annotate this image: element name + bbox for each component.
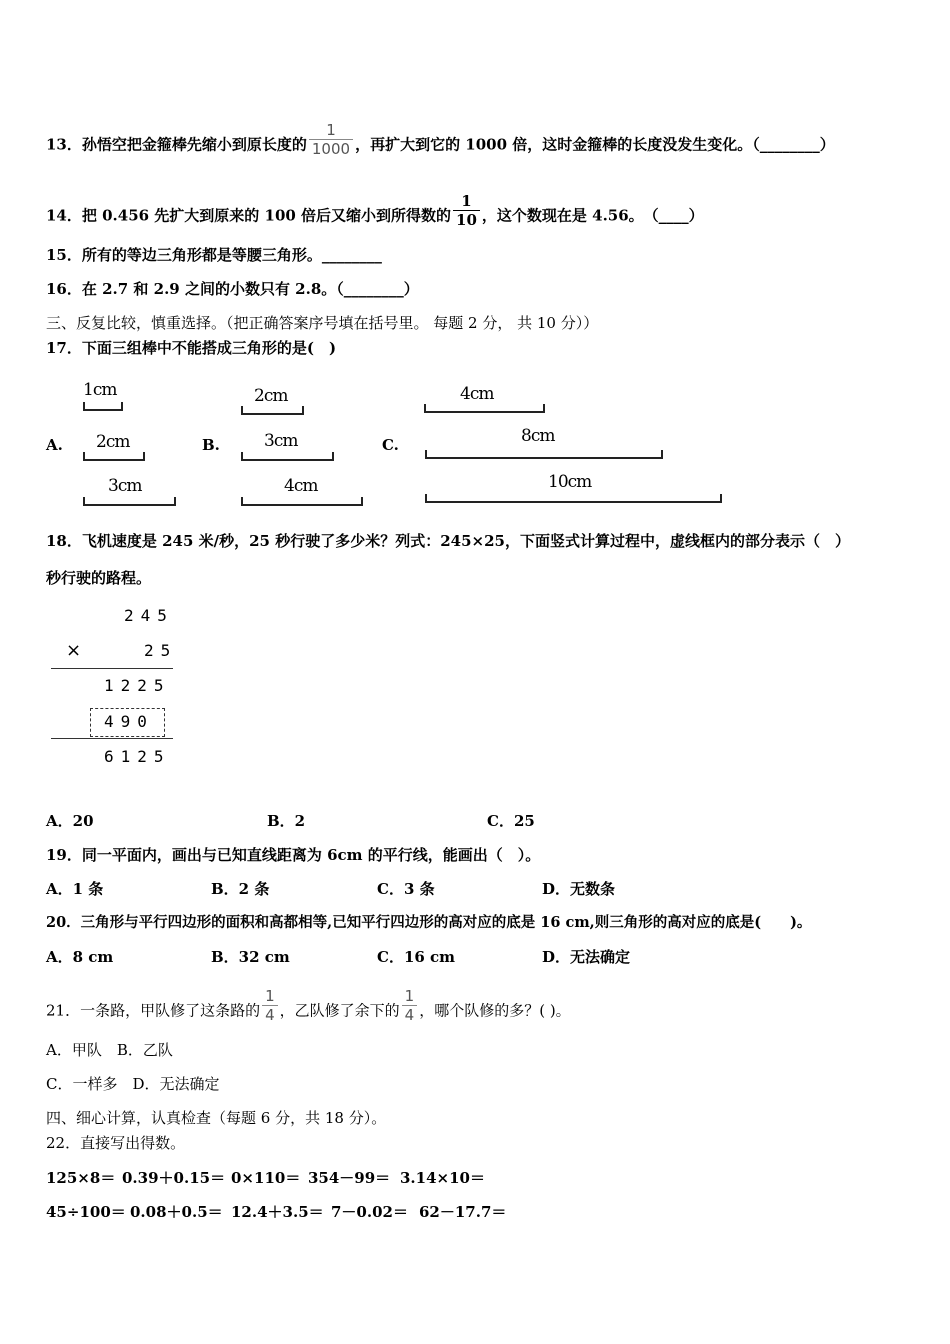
fraction-1-4-a: $\frac{1}{4}$ — [262, 987, 278, 1024]
multiplicand: 245 — [124, 606, 174, 625]
partial-product-2: 490 — [104, 712, 154, 731]
multiplier: 25 — [144, 641, 178, 660]
final-product: 6125 — [104, 747, 171, 766]
q19-option-a[interactable]: A．1 条 — [46, 880, 104, 898]
q18-option-a[interactable]: A．20 — [46, 812, 94, 830]
calc-item: 354－99＝ — [308, 1169, 391, 1187]
stick-b2 — [241, 452, 334, 461]
fraction-1-1000: $\frac{1}{1000}$ — [309, 121, 353, 158]
stick-a3 — [83, 497, 176, 506]
option-b-label: B. — [202, 436, 220, 454]
stick-c3 — [425, 494, 722, 503]
option-a-label: A. — [46, 436, 63, 454]
calc-item: 7－0.02＝ — [331, 1203, 408, 1221]
option-c-label: C. — [382, 436, 399, 454]
question-18-stem-continued: 秒行驶的路程。 — [46, 569, 152, 587]
calc-item: 125×8＝ — [46, 1169, 116, 1187]
q19-option-b[interactable]: B．2 条 — [211, 880, 270, 898]
section-4-heading: 四、细心计算，认真检查（每题 6 分，共 18 分）。 — [46, 1109, 387, 1127]
times-sign: × — [66, 640, 82, 661]
calc-item: 0.39＋0.15＝ — [122, 1169, 226, 1187]
q19-option-d[interactable]: D．无数条 — [542, 880, 616, 898]
q18-option-b[interactable]: B．2 — [267, 812, 306, 830]
q20-option-c[interactable]: C．16 cm — [377, 948, 456, 966]
question-17-stem: 17．下面三组棒中不能搭成三角形的是( ) — [46, 339, 337, 357]
question-19-stem: 19．同一平面内，画出与已知直线距离为 6cm 的平行线，能画出（ ）。 — [46, 846, 541, 864]
question-18-stem: 18．飞机速度是 245 米/秒，25 秒行驶了多少米？列式：245×25，下面竖式计算过程中，虚线框内的部分表示（ ） — [46, 532, 850, 550]
q20-option-b[interactable]: B．32 cm — [211, 948, 290, 966]
stick-b2-label: 3cm — [264, 431, 298, 451]
question-16: 16．在 2.7 和 2.9 之间的小数只有 2.8。（________） — [46, 280, 419, 298]
calc-item: 0×110＝ — [231, 1169, 301, 1187]
question-14: 14．把 0.456 先扩大到原来的 100 倍后又缩小到所得数的 $\frac{1}{10}$ ，这个数现在是 4.56。 （____） — [46, 192, 704, 229]
stick-a3-label: 3cm — [108, 476, 142, 496]
fraction-1-4-b: $\frac{1}{4}$ — [402, 987, 418, 1024]
calc-item: 12.4＋3.5＝ — [231, 1203, 324, 1221]
partial-product-1: 1225 — [104, 676, 171, 695]
calc-line-1 — [51, 668, 173, 669]
section-3-heading: 三、反复比较，慎重选择。（把正确答案序号填在括号里。 每题 2 分， 共 10 分）） — [46, 314, 599, 332]
calc-item: 62－17.7＝ — [419, 1203, 507, 1221]
fraction-1-10: $\frac{1}{10}$ — [453, 192, 480, 229]
stick-c2 — [425, 450, 663, 459]
question-20-stem: 20．三角形与平行四边形的面积和高都相等,已知平行四边形的高对应的底是 16 cm,则三角形的高对应的底是( )。 — [46, 914, 812, 931]
question-21-stem: 21．一条路，甲队修了这条路的 $\frac{1}{4}$ ，乙队修了余下的 $\frac{1}{4}$ ，哪个队修的多？( )。 — [46, 987, 571, 1024]
q20-option-a[interactable]: A．8 cm — [46, 948, 114, 966]
calc-line-2 — [51, 738, 173, 739]
stick-b3-label: 4cm — [284, 476, 318, 496]
stick-c2-label: 8cm — [521, 426, 555, 446]
stick-c3-label: 10cm — [548, 472, 592, 492]
q19-option-c[interactable]: C．3 条 — [377, 880, 435, 898]
stick-c1 — [424, 404, 545, 413]
stick-b3 — [241, 497, 363, 506]
question-15: 15．所有的等边三角形都是等腰三角形。________ — [46, 246, 382, 264]
question-22-stem: 22．直接写出得数。 — [46, 1134, 186, 1152]
stick-a2-label: 2cm — [96, 432, 130, 452]
q18-option-c[interactable]: C．25 — [487, 812, 535, 830]
question-13: 13．孙悟空把金箍棒先缩小到原长度的 $\frac{1}{1000}$ ，再扩大到它的 1000 倍，这时金箍棒的长度没发生变化。（________） — [46, 121, 835, 158]
calc-item: 45÷100＝ — [46, 1203, 126, 1221]
stick-b1 — [241, 406, 304, 415]
q21-options-row-1[interactable]: A．甲队 B．乙队 — [46, 1041, 173, 1059]
stick-c1-label: 4cm — [460, 384, 494, 404]
q20-option-d[interactable]: D．无法确定 — [542, 948, 631, 966]
q21-options-row-2[interactable]: C．一样多 D．无法确定 — [46, 1075, 220, 1093]
calc-item: 0.08＋0.5＝ — [130, 1203, 223, 1221]
stick-a1 — [83, 402, 123, 411]
calc-item: 3.14×10＝ — [400, 1169, 485, 1187]
stick-b1-label: 2cm — [254, 386, 288, 406]
stick-a2 — [83, 452, 145, 461]
stick-a1-label: 1cm — [83, 380, 117, 400]
